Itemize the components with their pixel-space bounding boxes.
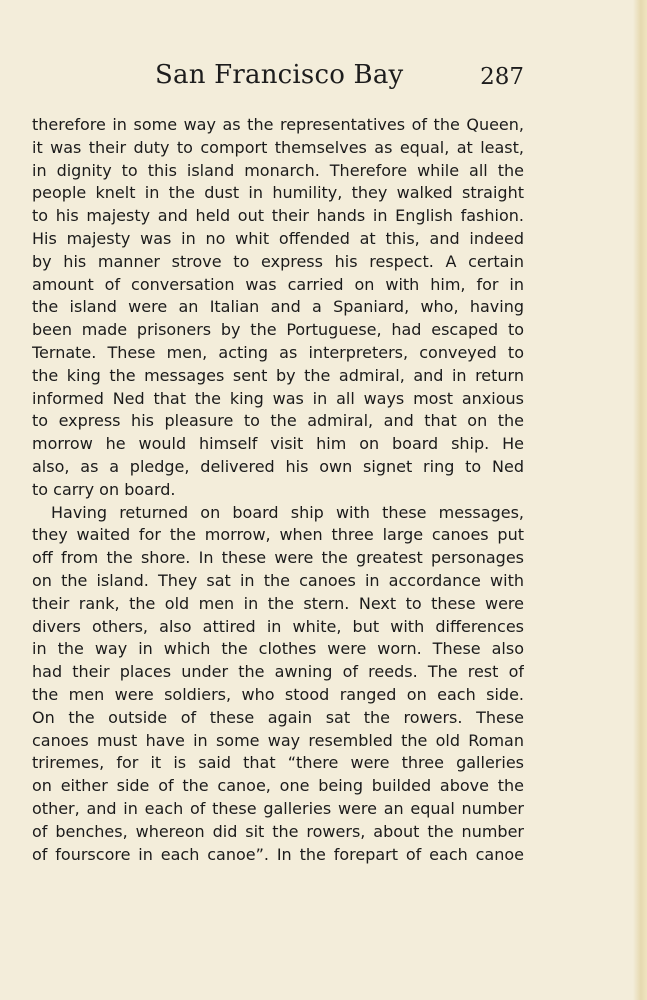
text-line: to express his pleasure to the admiral, and that on the (32, 411, 524, 431)
text-line: morrow he would himself visit him on board ship. He (32, 434, 524, 454)
text-line: people knelt in the dust in humility, they walked straight (32, 183, 524, 203)
text-line: therefore in some way as the representatives of the Queen, (32, 115, 524, 134)
text-line: to his majesty and held out their hands in English fashion. (32, 206, 524, 226)
text-line: amount of conversation was carried on with him, for in (32, 274, 524, 294)
body-text (32, 114, 524, 866)
page-edge-shading (633, 0, 647, 1000)
page-header (32, 60, 524, 106)
text-line: triremes, for it is said that “there were three galleries (32, 753, 524, 773)
text-line: off from the shore. In these were the greatest personages (32, 548, 524, 568)
text-line: been made prisoners by the Portuguese, had escaped to (32, 320, 524, 340)
text-line: had their places under the awning of reeds. The rest of (32, 662, 524, 682)
text-line: Ternate. These men, acting as interpreters, conveyed to (32, 342, 524, 362)
text-line: on the island. They sat in the canoes in accordance with (32, 570, 524, 590)
text-line: of fourscore in each canoe”. In the forepart of each canoe (32, 844, 524, 864)
text-line: in the way in which the clothes were worn. These also (32, 639, 524, 659)
text-line: the island were an Italian and a Spaniard, who, having (32, 297, 524, 317)
text-line: they waited for the morrow, when three large canoes put (32, 525, 524, 545)
text-line: on either side of the canoe, one being builded above the (32, 776, 524, 796)
text-line: the men were soldiers, who stood ranged on each side. (32, 684, 524, 704)
text-line: the king the messages sent by the admiral, and in return (32, 365, 524, 385)
text-line: other, and in each of these galleries were an equal number (32, 798, 524, 818)
text-line: His majesty was in no whit offended at this, and indeed (32, 228, 524, 248)
paragraph-end-line: to carry on board. (32, 479, 176, 499)
text-line: it was their duty to comport themselves as equal, at least, (32, 137, 524, 157)
text-line: of benches, whereon did sit the rowers, about the number (32, 821, 524, 841)
text-line: also, as a pledge, delivered his own signet ring to Ned (32, 456, 524, 476)
running-title: San Francisco Bay (155, 60, 404, 90)
text-line: On the outside of these again sat the rowers. These (32, 707, 524, 727)
paragraph-first-line: Having returned on board ship with these messages, (51, 502, 524, 522)
page-number: 287 (480, 64, 524, 90)
text-line: by his manner strove to express his respect. A certain (32, 251, 524, 271)
text-line: divers others, also attired in white, but with differences (32, 616, 524, 636)
text-line: informed Ned that the king was in all ways most anxious (32, 388, 524, 408)
text-line: their rank, the old men in the stern. Next to these were (32, 593, 524, 613)
text-line: canoes must have in some way resembled the old Roman (32, 730, 524, 750)
text-line: in dignity to this island monarch. Therefore while all the (32, 160, 524, 180)
